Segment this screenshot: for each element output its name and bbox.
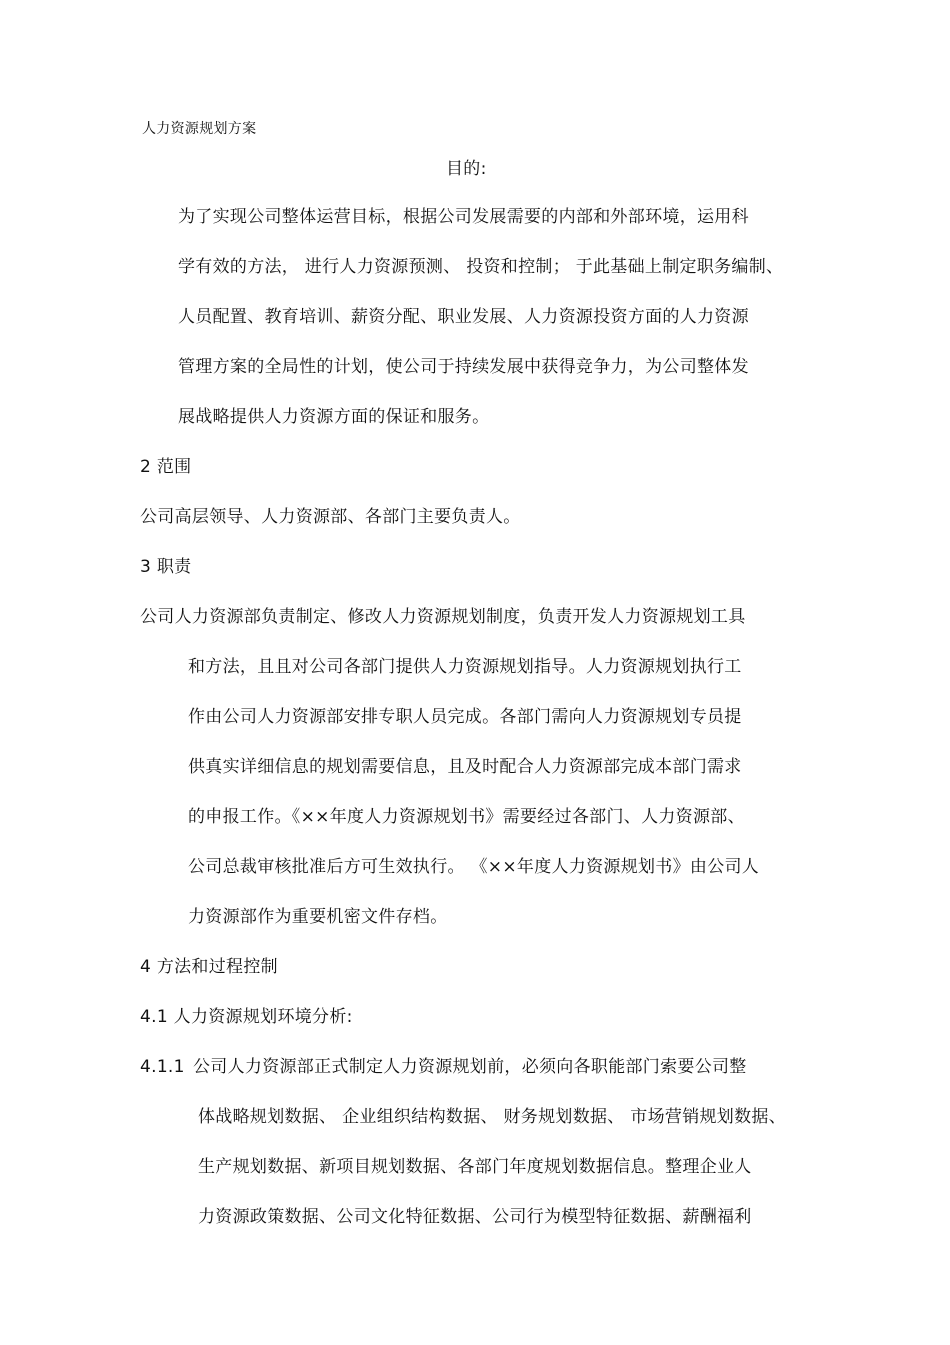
section-2-heading: 2 范围 bbox=[140, 457, 192, 477]
purpose-line: 管理方案的全局性的计划，使公司于持续发展中获得竞争力，为公司整体发 bbox=[178, 357, 749, 377]
purpose-heading: 目的: bbox=[446, 159, 487, 179]
section-4-1-1-line: 生产规划数据、新项目规划数据、各部门年度规划数据信息。整理企业人 bbox=[198, 1157, 752, 1177]
purpose-line: 为了实现公司整体运营目标，根据公司发展需要的内部和外部环境，运用科 bbox=[178, 207, 749, 227]
section-3-line: 供真实详细信息的规划需要信息，且及时配合人力资源部完成本部门需求 bbox=[188, 757, 742, 777]
section-3-line: 的申报工作。《××年度人力资源规划书》需要经过各部门、人力资源部、 bbox=[188, 807, 745, 827]
section-3-line: 作由公司人力资源部安排专职人员完成。各部门需向人力资源规划专员提 bbox=[188, 707, 742, 727]
section-4-1-1-number: 4.1.1 bbox=[140, 1057, 185, 1077]
section-4-1-1-line: 公司人力资源部正式制定人力资源规划前，必须向各职能部门索要公司整 bbox=[193, 1057, 747, 1077]
section-4-1-1-line: 力资源政策数据、公司文化特征数据、公司行为模型特征数据、薪酬福利 bbox=[198, 1207, 752, 1227]
section-3-line: 公司总裁审核批准后方可生效执行。 《××年度人力资源规划书》由公司人 bbox=[188, 857, 760, 877]
section-2-text: 公司高层领导、人力资源部、各部门主要负责人。 bbox=[140, 507, 521, 527]
section-4-heading: 4 方法和过程控制 bbox=[140, 957, 278, 977]
section-3-heading: 3 职责 bbox=[140, 557, 192, 577]
purpose-line: 展战略提供人力资源方面的保证和服务。 bbox=[178, 407, 490, 427]
section-3-line: 和方法，且且对公司各部门提供人力资源规划指导。人力资源规划执行工 bbox=[188, 657, 742, 677]
section-4-1-1-line: 体战略规划数据、 企业组织结构数据、 财务规划数据、 市场营销规划数据、 bbox=[198, 1107, 787, 1127]
section-3-line: 力资源部作为重要机密文件存档。 bbox=[188, 907, 448, 927]
section-3-line: 公司人力资源部负责制定、修改人力资源规划制度，负责开发人力资源规划工具 bbox=[140, 607, 746, 627]
purpose-line: 学有效的方法， 进行人力资源预测、 投资和控制； 于此基础上制定职务编制、 bbox=[178, 257, 784, 277]
document-title: 人力资源规划方案 bbox=[142, 121, 257, 137]
purpose-line: 人员配置、教育培训、薪资分配、职业发展、人力资源投资方面的人力资源 bbox=[178, 307, 749, 327]
section-4-1-heading: 4.1 人力资源规划环境分析: bbox=[140, 1007, 353, 1027]
